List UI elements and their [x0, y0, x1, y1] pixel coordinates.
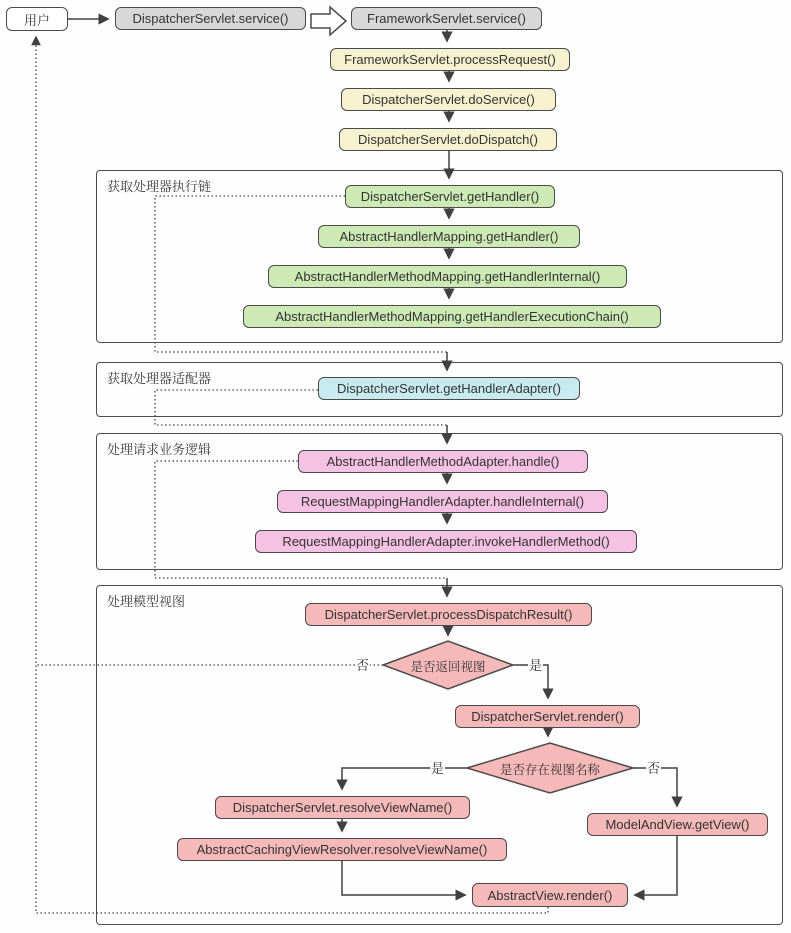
- node-framework-service: FrameworkServlet.service(): [351, 7, 542, 30]
- node-dispatcher-service: DispatcherServlet.service(): [115, 7, 306, 30]
- section-title: 获取处理器适配器: [107, 371, 212, 386]
- node-user: 用户: [6, 7, 68, 31]
- node-resolve-view-name: DispatcherServlet.resolveViewName(): [215, 796, 470, 819]
- node-acvr-resolve-view-name: AbstractCachingViewResolver.resolveViewName(): [177, 838, 507, 861]
- node-ahmm-get-handler-internal: AbstractHandlerMethodMapping.getHandlerInternal(): [268, 265, 627, 288]
- node-abstract-view-render: AbstractView.render(): [472, 883, 628, 907]
- decision-return-view-label: 是否返回视图: [410, 660, 486, 674]
- node-rmha-invoke-handler-method: RequestMappingHandlerAdapter.invokeHandlerMethod(): [255, 530, 637, 553]
- branch-label-no: 否: [646, 758, 661, 777]
- node-get-handler: DispatcherServlet.getHandler(): [345, 185, 555, 208]
- section-title: 获取处理器执行链: [107, 179, 212, 194]
- node-get-handler-adapter: DispatcherServlet.getHandlerAdapter(): [318, 377, 580, 400]
- dotted-wires: [36, 37, 548, 913]
- node-ahma-handle: AbstractHandlerMethodAdapter.handle(): [298, 450, 588, 473]
- arrow-get-view-to-view-render: [635, 836, 677, 895]
- node-framework-process-request: FrameworkServlet.processRequest(): [330, 48, 570, 71]
- section-title: 处理模型视图: [107, 594, 186, 609]
- node-dispatcher-render: DispatcherServlet.render(): [455, 705, 640, 728]
- arrow-yes-to-resolve-view-name: [342, 768, 467, 789]
- arrow-resolver-to-view-render: [342, 861, 465, 895]
- section-title: 处理请求业务逻辑: [107, 442, 212, 457]
- node-dispatcher-do-service: DispatcherServlet.doService(): [341, 88, 556, 111]
- node-ahmm-get-handler-execution-chain: AbstractHandlerMethodMapping.getHandlerExecutionChain(): [243, 305, 661, 328]
- branch-label-no: 否: [355, 655, 370, 674]
- node-process-dispatch-result: DispatcherServlet.processDispatchResult(): [305, 603, 592, 626]
- node-dispatcher-do-dispatch: DispatcherServlet.doDispatch(): [339, 128, 557, 151]
- node-rmha-handle-internal: RequestMappingHandlerAdapter.handleInternal(): [277, 490, 608, 513]
- node-mav-get-view: ModelAndView.getView(): [587, 813, 768, 836]
- branch-label-yes: 是: [528, 655, 543, 674]
- dotted-handle-to-dispatch-result: [155, 461, 447, 578]
- dotted-render-return-to-user: [36, 37, 548, 913]
- decision-view-name-exists-label: 是否存在视图名称: [499, 763, 600, 777]
- branch-label-yes: 是: [430, 758, 445, 777]
- node-ahm-get-handler: AbstractHandlerMapping.getHandler(): [318, 225, 580, 248]
- block-arrow-icon: [311, 7, 346, 35]
